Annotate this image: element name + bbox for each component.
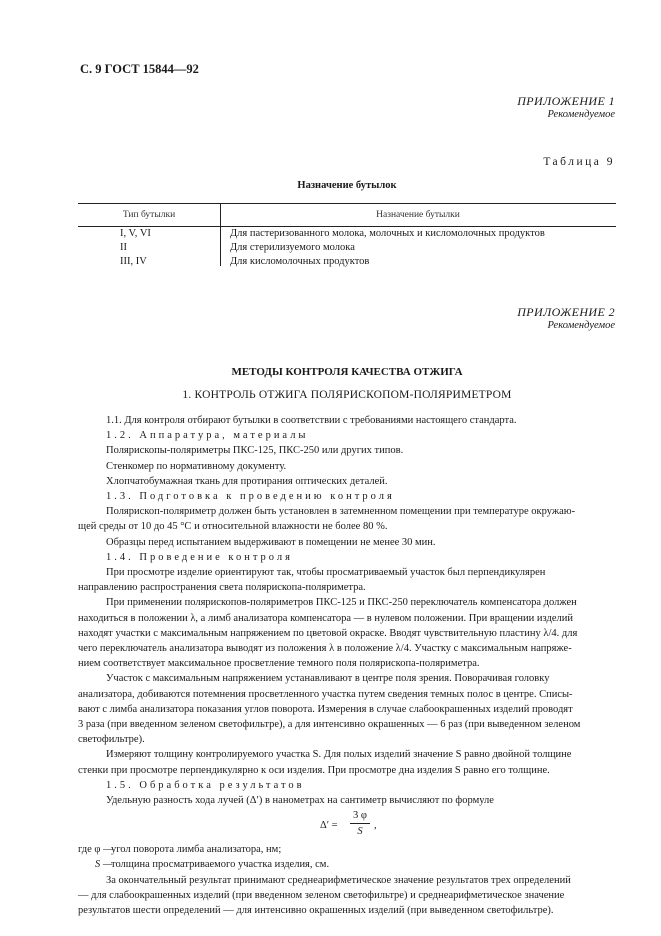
subsection-heading: 1.2. Аппаратура, материалы — [106, 430, 309, 442]
table-header-rule — [78, 226, 616, 227]
table-cell-purpose: Для кисломолочных продуктов — [230, 256, 370, 267]
appendix-2-heading — [517, 305, 615, 331]
appendix-1-heading — [517, 94, 615, 120]
formula-tail: , — [374, 820, 377, 832]
paragraph: Стенкомер по нормативному документу. — [106, 460, 287, 472]
appendix-2-subtitle: Рекомендуемое — [547, 320, 615, 331]
page-header: С. 9 ГОСТ 15844—92 — [80, 62, 199, 76]
paragraph-line: 3 раза (при введенном зеленом светофильтре), а для интенсивно окрашенных — 6 раз (при выведенном зеленом — [78, 719, 581, 731]
appendix-1-subtitle: Рекомендуемое — [547, 109, 615, 120]
table-cell-type: III, IV — [120, 256, 147, 267]
table-cell-type: I, V, VI — [120, 228, 151, 239]
paragraph-line: чего переключатель анализатора выводят из положения λ в положение λ/4. Участку с максимальным напряже- — [78, 643, 572, 655]
paragraph-line: Полярископ-поляриметр должен быть установлен в затемненном помещении при температуре окружаю- — [106, 506, 576, 518]
paragraph-line: При просмотре изделие ориентируют так, чтобы просматриваемый участок был перпендикулярен — [106, 567, 546, 579]
paragraph: Хлопчатобумажная ткань для протирания оптических деталей. — [106, 475, 388, 487]
section-body — [78, 413, 616, 918]
subsection-heading: 1.4. Проведение контроля — [106, 551, 293, 563]
formula-denominator: S — [357, 826, 363, 838]
definition-text: толщина просматриваемого участка изделия, см. — [111, 859, 330, 871]
appendix-1-title: ПРИЛОЖЕНИЕ 1 — [517, 94, 615, 108]
paragraph-line: Участок с максимальным напряжением устанавливают в центре поля зрения. Поворачивая головку — [106, 673, 550, 685]
paragraph: Полярископы-поляриметры ПКС-125, ПКС-250 или других типов. — [106, 445, 404, 457]
paragraph: Образцы перед испытанием выдерживают в помещении не менее 30 мин. — [106, 536, 436, 548]
paragraph-line: направлению распространения света полярископа-поляриметра. — [78, 582, 366, 594]
section-title: МЕТОДЫ КОНТРОЛЯ КАЧЕСТВА ОТЖИГА — [231, 366, 463, 378]
paragraph-line: щей среды от 10 до 45 °С и относительной влажности не более 80 %. — [78, 521, 388, 533]
paragraph-line: результатов шести определений — для интенсивно окрашенных изделий (при выведенном светофильтре). — [78, 905, 554, 917]
paragraph-line: нием соответствует максимальное просветление темного поля полярископа-поляриметра. — [78, 658, 480, 670]
paragraph-line: — для слабоокрашенных изделий (при введенном зеленом светофильтре) и среднеарифметическое значение — [78, 889, 565, 901]
table-top-rule — [78, 203, 616, 204]
formula-fraction — [350, 808, 370, 839]
table-cell-purpose: Для стерилизуемого молока — [230, 242, 355, 253]
paragraph-line: находиться в положении λ, а лимб анализатора компенсатора — в нулевом положении. При вращении изделий — [78, 612, 573, 624]
table-title: Назначение бутылок — [297, 180, 397, 191]
table-number: Таблица 9 — [543, 156, 615, 168]
paragraph-line: стенки при просмотре перпендикулярно к оси изделия. При просмотре дна изделия S равно его толщине. — [78, 764, 550, 776]
subsection-heading: 1.5. Обработка результатов — [106, 779, 305, 791]
section-subtitle: 1. КОНТРОЛЬ ОТЖИГА ПОЛЯРИСКОПОМ-ПОЛЯРИМЕТРОМ — [182, 389, 512, 401]
definition-row — [78, 857, 616, 872]
definition-symbol: S — — [95, 859, 113, 871]
paragraph-line: находят участки с максимальным напряжением по цветовой окраске. Вводят чувствительную пластину λ/4. для — [78, 627, 578, 639]
formula-lhs: Δ′ = — [320, 820, 338, 832]
paragraph-line: анализатора, добиваются потемнения просветленного участка путем сведения темных полос в центре. Списы- — [78, 688, 573, 700]
table-cell-purpose: Для пастеризованного молока, молочных и кисломолочных продуктов — [230, 228, 545, 239]
table-cell-type: II — [120, 242, 127, 253]
paragraph-line: За окончательный результат принимают среднеарифметическое значение результатов трех определений — [106, 874, 571, 886]
table-header-purpose: Назначение бутылки — [376, 210, 460, 220]
paragraph-line: Измеряют толщину контролируемого участка S. Для полых изделий значение S равно двойной толщине — [106, 749, 572, 761]
paragraph-line: светофильтре). — [78, 734, 145, 746]
appendix-2-title: ПРИЛОЖЕНИЕ 2 — [517, 305, 615, 319]
definition-row — [78, 842, 616, 857]
paragraph: Удельную разность хода лучей (Δ′) в нанометрах на сантиметр вычисляют по формуле — [106, 795, 494, 807]
formula — [78, 808, 616, 842]
definition-text: угол поворота лимба анализатора, нм; — [111, 844, 282, 856]
subsection-heading: 1.3. Подготовка к проведению контроля — [106, 491, 395, 503]
definition-symbol: где φ — — [78, 844, 114, 856]
formula-numerator: 3 φ — [350, 808, 370, 824]
table-header-type: Тип бутылки — [122, 210, 176, 220]
paragraph: 1.1. Для контроля отбирают бутылки в соответствии с требованиями настоящего стандарта. — [106, 415, 517, 426]
paragraph-line: При применении полярископов-поляриметров ПКС-125 и ПКС-250 переключатель компенсатора должен — [106, 597, 577, 609]
paragraph-line: вают с лимба анализатора показания углов поворота. Измерения в случае слабоокрашенных изделий проводят — [78, 703, 573, 715]
formula-definitions — [78, 842, 616, 872]
